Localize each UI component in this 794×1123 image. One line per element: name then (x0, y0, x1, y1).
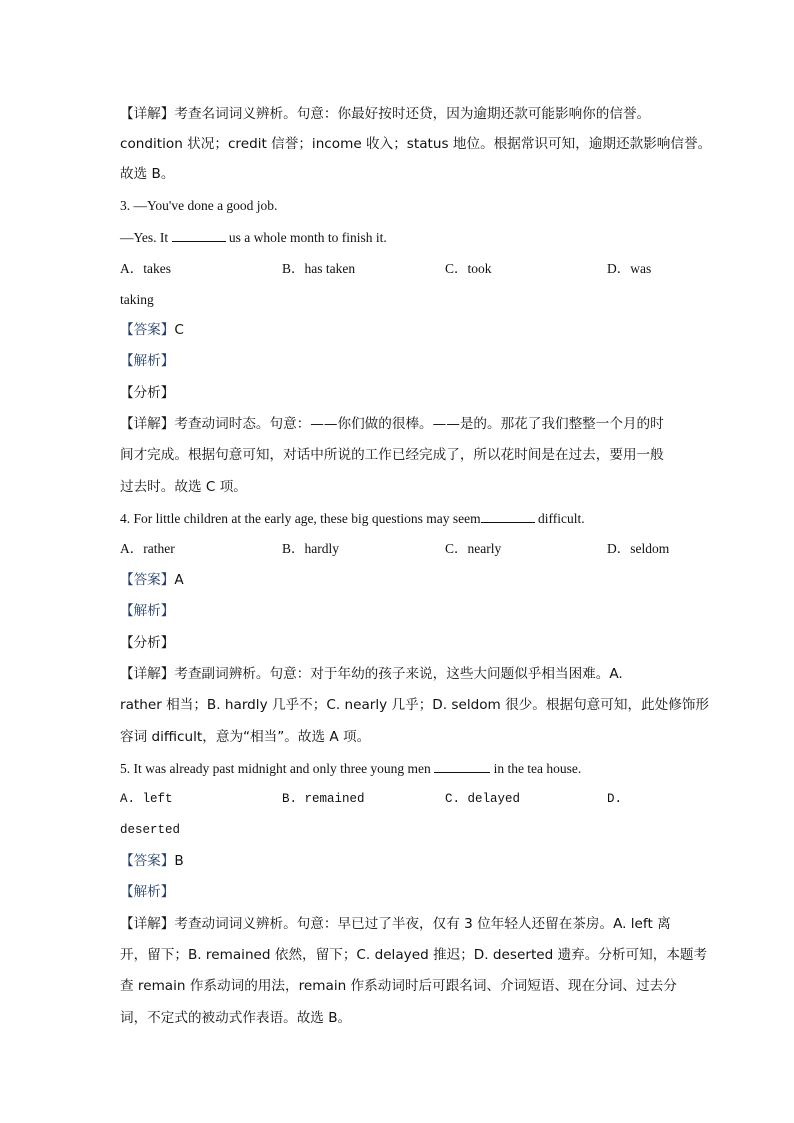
explanation-line: 过去时。故选 C 项。 (120, 479, 247, 495)
answer-tag: 【答案】 (120, 853, 175, 869)
explanation-line: 故选 B。 (120, 166, 175, 182)
explanation-line: 【详解】考查名词词义辨析。句意：你最好按时还贷，因为逾期还款可能影响你的信誉。 (120, 106, 651, 122)
explanation-line: 【详解】考查动词词义辨析。句意：早已过了半夜，仅有 3 位年轻人还留在茶房。A. left 离 (120, 916, 671, 932)
answer-line (120, 320, 184, 340)
option-d: D．seldom (607, 541, 670, 556)
option-b: B. remained (282, 792, 365, 806)
option-a: A．rather (120, 541, 175, 556)
explanation-line: 【详解】考查动词时态。句意：——你们做的很棒。——是的。那花了我们整整一个月的时 (120, 416, 664, 432)
explanation-line: 间才完成。根据句意可知，对话中所说的工作已经完成了，所以花时间是在过去，要用一般 (120, 447, 664, 463)
option-b: B．hardly (282, 541, 339, 556)
stem-text: —Yes. It (120, 230, 169, 245)
answer-tag: 【答案】 (120, 572, 175, 588)
question-3-stem-line2 (120, 227, 387, 248)
explanation-line: rather 相当；B. hardly 几乎不；C. nearly 几乎；D. seldom 很少。根据句意可知，此处修饰形 (120, 697, 710, 713)
analysis-sub-tag: 【分析】 (120, 635, 175, 651)
stem-text: difficult. (538, 511, 585, 526)
answer-value: A (174, 572, 184, 588)
answer-blank (172, 227, 226, 242)
answer-blank (434, 758, 490, 773)
explanation-line: 查 remain 作系动词的用法，remain 作系动词时后可跟名词、介词短语、现在分词、过去分 (120, 978, 677, 994)
option-c: C．nearly (445, 541, 502, 556)
option-a: A．takes (120, 261, 171, 276)
option-a: A. left (120, 792, 173, 806)
stem-text: in the tea house. (493, 761, 582, 776)
question-4-stem (120, 508, 585, 529)
option-c: C．took (445, 261, 492, 276)
answer-value: B (174, 853, 184, 869)
explanation-line: 词，不定式的被动式作表语。故选 B。 (120, 1010, 352, 1026)
question-3-stem: 3. —You've done a good job. (120, 198, 278, 213)
analysis-tag: 【解析】 (120, 353, 175, 369)
analysis-tag: 【解析】 (120, 884, 175, 900)
stem-text: 5. It was already past midnight and only three young men (120, 761, 431, 776)
explanation-line: 容词 difficult，意为“相当”。故选 A 项。 (120, 729, 371, 745)
stem-text: 4. For little children at the early age, these big questions may seem (120, 511, 481, 526)
analysis-tag: 【解析】 (120, 603, 175, 619)
explanation-line: 开，留下；B. remained 依然，留下；C. delayed 推迟；D. deserted 遗弃。分析可知，本题考 (120, 947, 708, 963)
option-d-wrap: deserted (120, 823, 181, 837)
option-c: C. delayed (445, 792, 521, 806)
question-5-stem (120, 758, 581, 779)
answer-line (120, 851, 184, 871)
option-d: D. (607, 792, 623, 806)
answer-line (120, 570, 184, 590)
explanation-line: condition 状况；credit 信誉；income 收入；status 地位。根据常识可知，逾期还款影响信誉。 (120, 136, 712, 152)
option-b: B．has taken (282, 261, 356, 276)
analysis-sub-tag: 【分析】 (120, 385, 175, 401)
option-d: D．was (607, 261, 652, 276)
explanation-line: 【详解】考查副词辨析。句意：对于年幼的孩子来说，这些大问题似乎相当困难。A. (120, 666, 623, 682)
answer-value: C (174, 322, 184, 338)
answer-blank (481, 508, 535, 523)
stem-text: us a whole month to finish it. (228, 230, 387, 245)
answer-tag: 【答案】 (120, 322, 175, 338)
option-d-wrap: taking (120, 292, 154, 307)
